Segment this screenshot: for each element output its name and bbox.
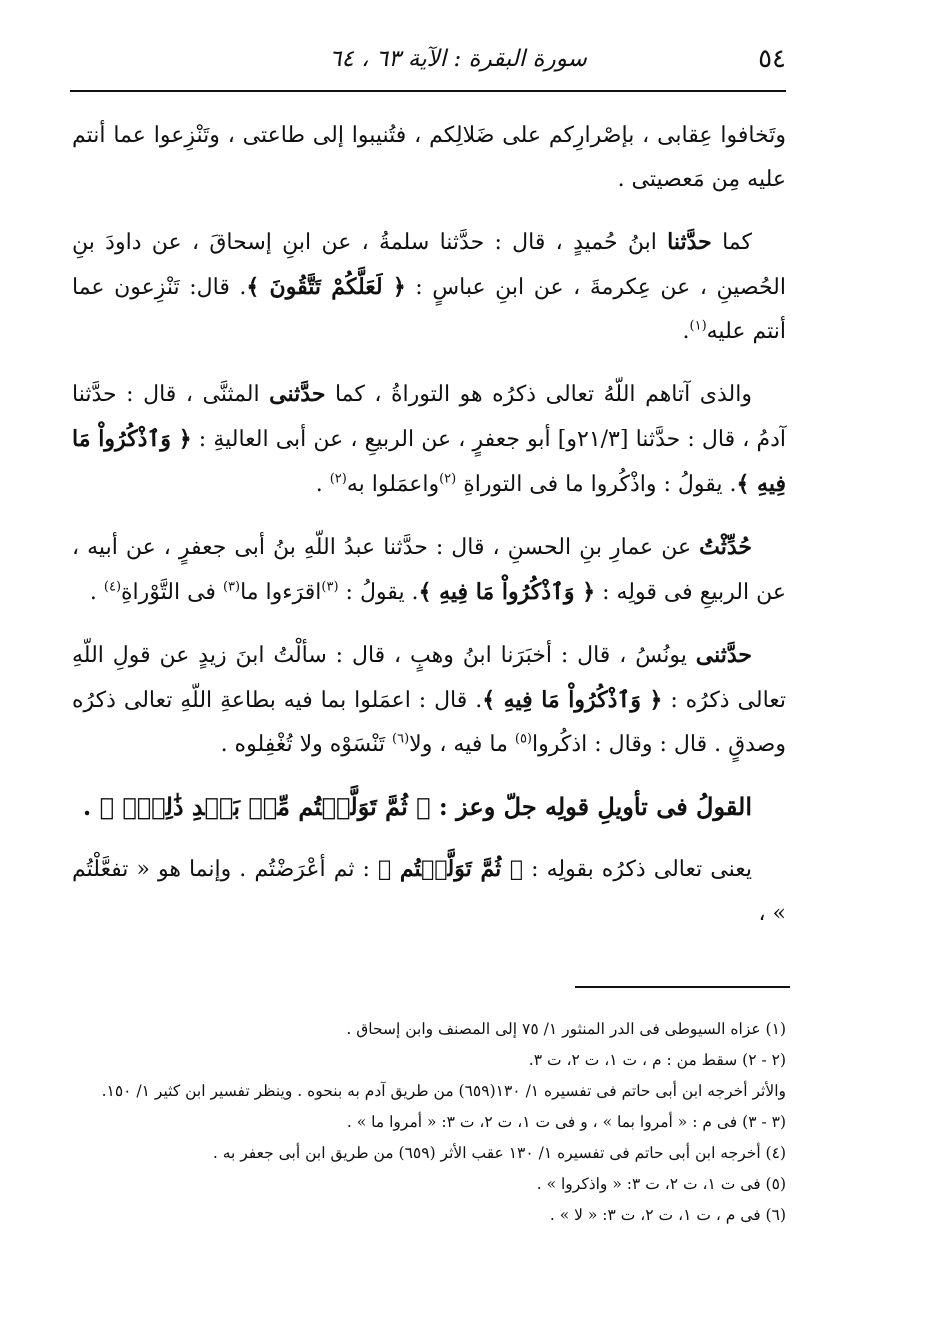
- paragraph-6: [72, 847, 786, 936]
- paragraph-1: [72, 114, 786, 202]
- footnotes: [72, 1014, 786, 1231]
- p4-text-a: عن عمارِ بنِ الحسنِ ، قال : حدَّثنا عبدُ اللّهِ بنُ أبى جعفرٍ ، عن أبيه ، عن الربيعِ فى قولِه :: [72, 535, 786, 605]
- footnote-ref-5: (٥): [514, 731, 532, 747]
- p5-quran-verse: ﴿ وَٱذْكُرُواْ مَا فِيهِ ﴾: [482, 687, 663, 713]
- running-title: سورة البقرة : الآية ٦٣ ، ٦٤: [329, 46, 587, 72]
- footnote-6: (٦) فى م ، ت ١، ت ٢، ت ٣: « لا » .: [549, 1206, 786, 1224]
- p6-text-b: : ثم أعْرَضْتُم . وإنما هو « تفعَّلْتُم » ،: [72, 857, 786, 926]
- page-header: [70, 34, 786, 84]
- p4-huddithtu: حُدِّثْتُ: [699, 534, 752, 560]
- p2-text-b: . قال: تَنْزِعون عما أنتم عليه: [72, 275, 786, 344]
- footnote-ref-3-open: (٣): [321, 579, 339, 595]
- p3-haddathani: حدَّثنى: [269, 381, 326, 407]
- heading-quran-verse: ﴿ ثُمَّ تَوَلَّيۡتُم مِّنۢ بَعۡدِ ذَٰلِكَۖ ﴾: [99, 792, 431, 821]
- p5-text-a: يونُسُ ، قال : أخبَرَنا ابنُ وهبٍ ، قال : سألْتُ ابنَ زيدٍ عن قولِ اللّهِ تعالى ذكرُه :: [72, 643, 787, 713]
- footnote-3: (٣ - ٣) فى م : « أمروا بما » ، و فى ت ١، ت ٢، ت ٣: « أمروا ما » .: [346, 1113, 786, 1131]
- p5-text-c: ما فيه ، ولا: [409, 732, 515, 757]
- footnote-4: (٤) أخرجه ابن أبى حاتم فى تفسيره ١/ ١٣٠ عقب الأثر (٦٥٩) من طريق ابن أبى جعفر به .: [212, 1144, 786, 1162]
- p3-text-c: . يقولُ : واذْكُروا ما فى التوراةِ: [456, 472, 737, 497]
- footnote-ref-6: (٦): [392, 731, 410, 747]
- p4-text-c: اقرَءوا ما: [240, 580, 322, 605]
- p4-end: .: [89, 580, 104, 605]
- p3-text-d: واعمَلوا به: [346, 472, 440, 497]
- p2-text-a: ابنُ حُميدٍ ، قال : حدَّثنا سلمةُ ، عن ابنِ إسحاقَ ، عن داودَ بنِ الحُصينِ ، عن عِكرمةَ ، عن ابنِ عباسٍ :: [72, 230, 786, 300]
- p2-end: .: [682, 319, 690, 344]
- footnote-1: (١) عزاه السيوطى فى الدر المنثور ١/ ٧٥ إلى المصنف وابن إسحاق .: [346, 1020, 786, 1038]
- p5-text-d: تَنْسَوْه ولا تُغْفِلوه .: [220, 732, 393, 757]
- p4-text-b: . يقولُ :: [338, 580, 419, 605]
- p2-haddathana: حدَّثنا: [667, 229, 712, 255]
- footnote-ref-4: (٤): [103, 579, 122, 595]
- paragraph-2: [72, 220, 786, 354]
- p3-quran-verse: ﴿ وَٱذْكُرُواْ مَا فِيهِ ﴾: [72, 426, 786, 497]
- paragraph-1-text: وتَخافوا عِقابى ، بإصْرارِكم على ضَلالِكم ، فتُنيبوا إلى طاعتى ، وتَنْزِعوا عما أنتم عليه مِن مَعصيتى .: [72, 123, 786, 192]
- p5-text-b: . قال : اعمَلوا بما فيه بطاعةِ اللّهِ تعالى ذكرُه وصدقٍ . قال : وقال : اذكُروا: [72, 688, 786, 757]
- paragraph-4: [72, 525, 786, 615]
- footnote-ref-2-open: (٢): [439, 471, 457, 487]
- paragraph-3: [72, 372, 786, 507]
- footnote-ref-2-close: (٢): [329, 471, 347, 487]
- header-rule: [70, 90, 786, 92]
- heading-text: القولُ فى تأويلِ قولِه جلّ وعز :: [430, 792, 752, 821]
- p4-quran-verse: ﴿ وَٱذْكُرُواْ مَا فِيهِ ﴾: [418, 579, 596, 605]
- p6-quran-verse: ﴿ ثُمَّ تَوَلَّيۡتُم ﴾: [377, 856, 524, 882]
- paragraph-5: [72, 633, 786, 767]
- footnote-ref-3-close: (٣): [222, 579, 241, 595]
- main-text: [72, 114, 786, 954]
- footnote-ref-1: (١): [689, 318, 707, 334]
- footnote-2-continued: والأثر أخرجه ابن أبى حاتم فى تفسيره ١/ ١٣٠(٦٥٩) من طريق آدم به بنحوه . وينظر تفسير ابن كثير ١/ ١٥٠.: [101, 1082, 786, 1100]
- p4-text-d: فى التَّوْراةِ: [121, 580, 223, 605]
- p6-text-a: يعنى تعالى ذكرُه بقولِه :: [523, 857, 752, 882]
- p3-end: .: [315, 472, 330, 497]
- p3-text-a: والذى آتاهم اللّهُ تعالى ذكرُه هو التوراةُ ، كما: [325, 382, 752, 407]
- p2-quran-verse: ﴿ لَعَلَّكُمْ تَتَّقُونَ ﴾: [246, 274, 406, 300]
- footnote-5: (٥) فى ت ١، ت ٢، ت ٣: « واذكروا » .: [536, 1175, 786, 1193]
- p2-intro: كما: [711, 230, 752, 255]
- p5-haddathani: حدَّثنى: [695, 642, 752, 668]
- footnote-rule: [575, 986, 790, 988]
- footnote-2: (٢ - ٢) سقط من : م ، ت ١، ت ٢، ت ٣.: [528, 1051, 786, 1069]
- page-number: ٥٤: [758, 44, 786, 74]
- section-heading: [72, 785, 786, 829]
- p3-text-b: المثنَّى ، قال : حدَّثنا آدمُ ، قال : حدَّثنا [٢١/٣و] أبو جعفرٍ ، عن الربيعِ ، عن أبى العاليةِ :: [72, 382, 786, 452]
- heading-end: .: [82, 792, 100, 821]
